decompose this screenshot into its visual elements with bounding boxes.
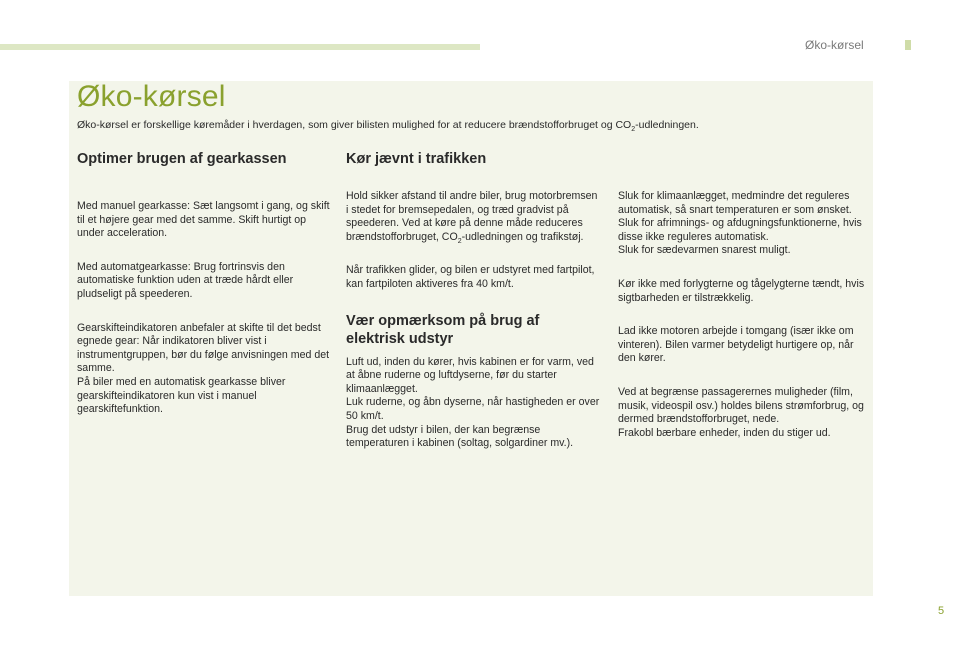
paragraph-climate-off: Sluk for klimaanlægget, medmindre det reguleres automatisk, så snart temperaturen er som ønsket. xyxy=(618,190,852,216)
paragraph-headlights: Kør ikke med forlygterne og tågelygterne tændt, hvis sigtbarheden er tilstrækkelig. xyxy=(618,277,865,304)
page-title: Øko-kørsel xyxy=(77,80,226,113)
paragraph-subscript: 2 xyxy=(457,237,462,245)
column-right xyxy=(618,190,868,440)
header-section-title: Øko-kørsel xyxy=(805,38,864,52)
heading-gearbox: Optimer brugen af gearkassen xyxy=(77,151,287,167)
paragraph-portable-devices: Frakobl bærbare enheder, inden du stiger ud. xyxy=(618,426,831,439)
intro-text-end: -udledningen. xyxy=(635,119,699,131)
paragraph-close-windows: Luk ruderne, og åbn dyserne, når hastigheden er over 50 km/t. xyxy=(346,396,600,422)
paragraph-cruise-control: Når trafikken glider, og bilen er udstyret med fartpilot, kan fartpiloten aktiveres fra 40 km/t. xyxy=(346,264,595,290)
paragraph-safe-distance xyxy=(346,190,601,244)
paragraph-shift-indicator-auto: På biler med en automatisk gearkasse bliver gearskifteindikatoren kun vist i manuel gearskiftefunktion. xyxy=(77,375,286,416)
intro-subscript: 2 xyxy=(631,126,636,134)
paragraph-seat-heating: Sluk for sædevarmen snarest muligt. xyxy=(618,244,791,257)
page-number: 5 xyxy=(938,605,945,617)
heading-smooth-driving: Kør jævnt i trafikken xyxy=(346,151,487,167)
column-smooth-driving xyxy=(346,150,601,451)
paragraph-safe-distance-text: Hold sikker afstand til andre biler, brug motorbremsen i stedet for bremsepedalen, og træd gradvist på speederen. Ved at køre på denne måde reduceres brændstofforbruget, CO xyxy=(346,190,598,243)
paragraph-ventilate: Luft ud, inden du kører, hvis kabinen er for varm, ved at åbne ruderne og luftdyserne, før du starter klimaanlægget. xyxy=(346,355,594,395)
header-decor-bar xyxy=(0,44,480,50)
paragraph-limit-temperature: Brug det udstyr i bilen, der kan begrænse temperaturen i kabinen (soltag, solgardiner mv.). xyxy=(346,423,574,450)
paragraph-automatic-gearbox: Med automatgearkasse: Brug fortrinsvis den automatiske funktion uden at træde hårdt eller pludseligt på speederen. xyxy=(77,260,294,300)
paragraph-shift-indicator: Gearskifteindikatoren anbefaler at skifte til det bedst egnede gear: Når indikatoren bliver vist i instrumentgruppen, bør du følge anvisningen med det samme. xyxy=(77,321,330,375)
paragraph-idling: Lad ikke motoren arbejde i tomgang (især ikke om vinteren). Bilen varmer betydeligt hurtigere op, når den kører. xyxy=(618,325,854,365)
paragraph-defrost-off: Sluk for afrimnings- og afdugningsfunktionerne, hvis disse ikke reguleres automatisk. xyxy=(618,217,862,243)
column-gearbox xyxy=(77,150,332,417)
paragraph-multimedia: Ved at begrænse passagerernes muligheder (film, musik, videospil osv.) holdes bilens strømforbrug, og dermed brændstofforbruget, nede. xyxy=(618,385,864,426)
intro-text xyxy=(77,118,867,132)
paragraph-manual-gearbox: Med manuel gearkasse: Sæt langsomt i gang, og skift til et højere gear med det samme. Skift hurtigt op under acceleration. xyxy=(77,200,330,240)
header-decor-mark xyxy=(905,40,911,50)
paragraph-safe-distance-end: -udledningen og trafikstøj. xyxy=(461,230,584,243)
intro-text-part: Øko-kørsel er forskellige køremåder i hverdagen, som giver bilisten mulighed for at reducere brændstofforbruget og CO xyxy=(77,119,632,131)
heading-electrical: Vær opmærksom på brug af elektrisk udstyr xyxy=(346,312,540,347)
